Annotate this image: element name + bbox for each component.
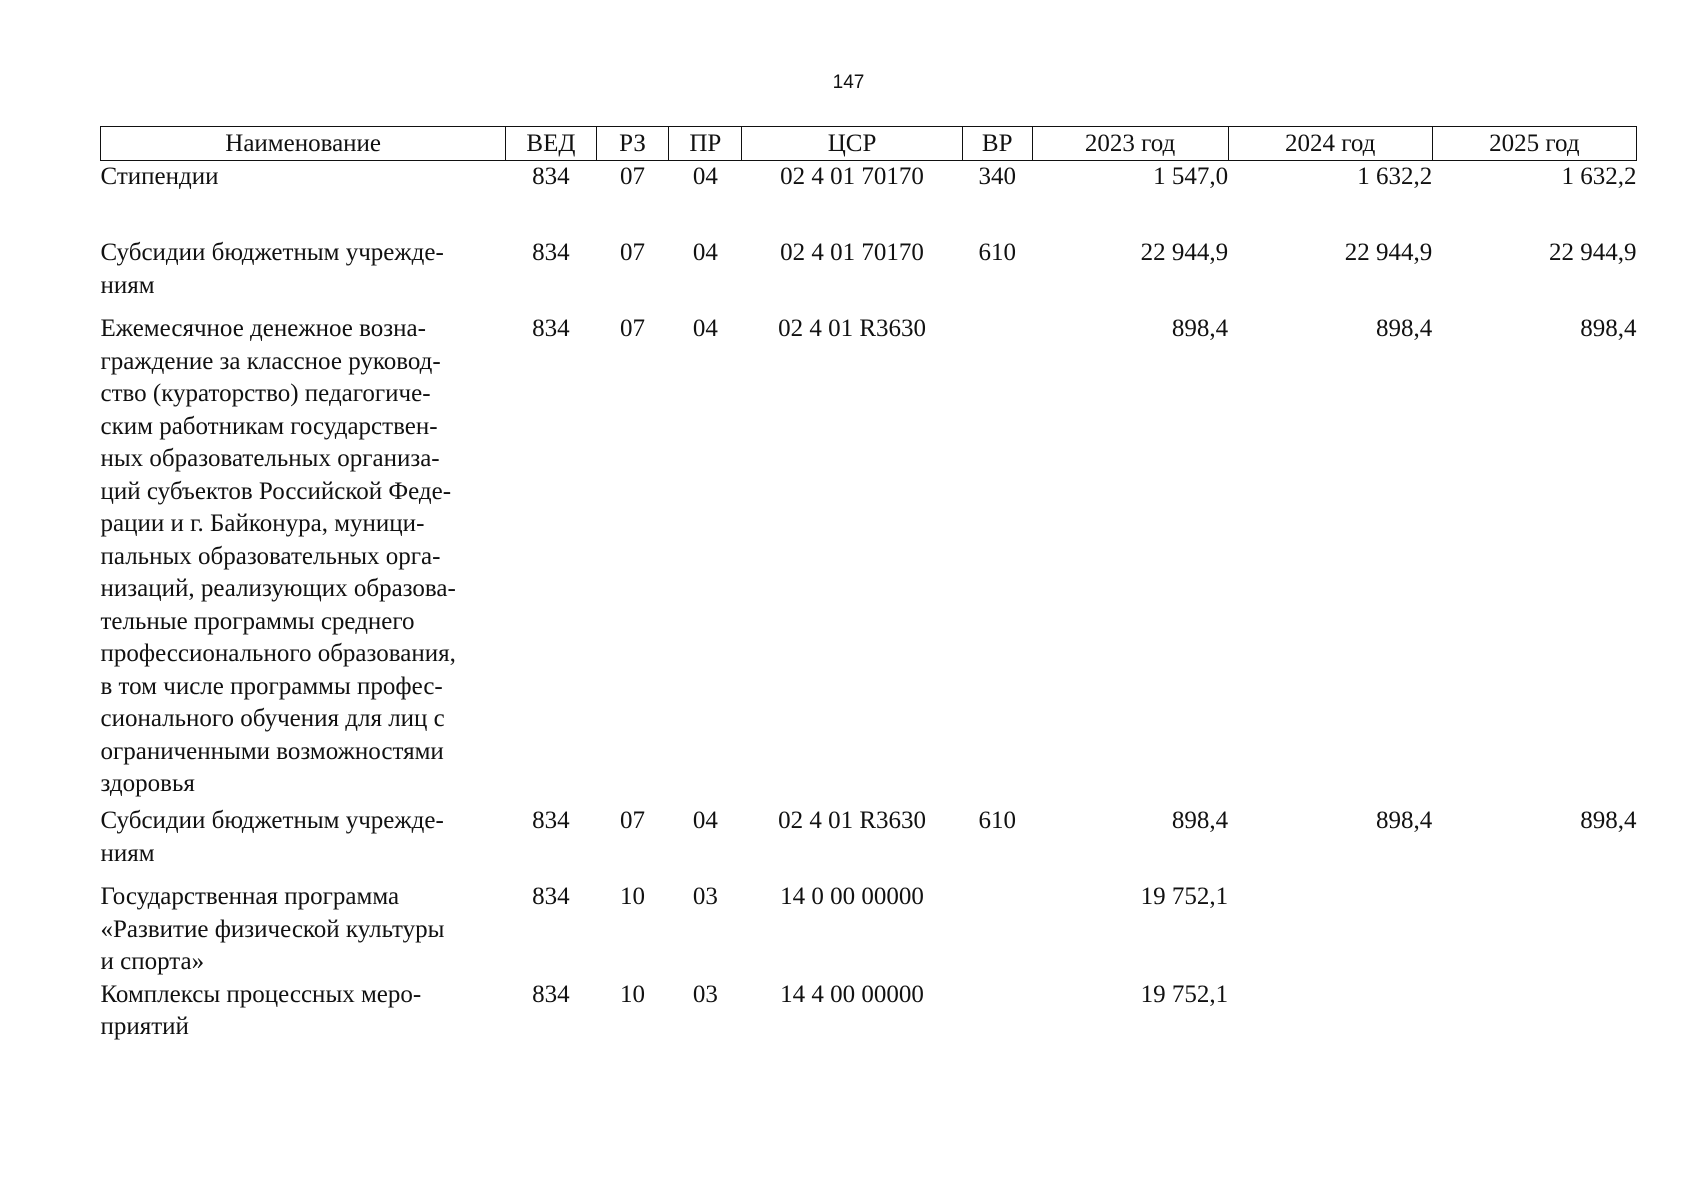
header-name: Наименование xyxy=(101,127,506,161)
table-row xyxy=(101,161,1637,238)
cell-ved: 834 xyxy=(532,239,570,266)
cell-2023: 898,4 xyxy=(1171,315,1229,342)
cell-ved: 834 xyxy=(532,163,570,190)
cell-2024 xyxy=(1228,979,1432,1049)
cell-name: Государственная программа «Развитие физической культуры и спорта» xyxy=(100,883,445,975)
cell-2025 xyxy=(1432,881,1636,979)
cell-rz: 07 xyxy=(619,807,645,834)
cell-rz: 10 xyxy=(619,980,645,1008)
cell-2024 xyxy=(1228,881,1432,979)
cell-pr: 04 xyxy=(692,807,718,834)
header-ved: ВЕД xyxy=(506,127,596,161)
table-header-row xyxy=(101,127,1637,161)
cell-vr xyxy=(962,313,1032,805)
table-row xyxy=(101,237,1637,313)
cell-rz: 07 xyxy=(619,163,645,190)
cell-2023: 1 547,0 xyxy=(1153,163,1229,190)
cell-name: Субсидии бюджетным учрежде- ниям xyxy=(100,239,444,299)
cell-csr: 02 4 01 R3630 xyxy=(778,807,927,834)
cell-csr: 14 4 00 00000 xyxy=(780,980,924,1008)
cell-2025: 22 944,9 xyxy=(1549,239,1637,266)
cell-pr: 04 xyxy=(692,239,718,266)
cell-pr: 03 xyxy=(692,883,718,910)
header-2023: 2023 год xyxy=(1032,127,1228,161)
header-2025: 2025 год xyxy=(1432,127,1636,161)
cell-name: Стипендии xyxy=(100,163,219,190)
cell-rz: 07 xyxy=(619,315,645,342)
cell-ved: 834 xyxy=(532,883,570,910)
header-rz: РЗ xyxy=(596,127,669,161)
cell-2025: 1 632,2 xyxy=(1561,163,1637,190)
cell-csr: 02 4 01 70170 xyxy=(780,163,924,190)
cell-2024: 898,4 xyxy=(1376,315,1433,342)
cell-2023: 22 944,9 xyxy=(1140,239,1229,266)
budget-table xyxy=(100,126,1637,1049)
cell-2025: 898,4 xyxy=(1580,807,1637,834)
cell-2023: 19 752,1 xyxy=(1140,883,1229,910)
header-pr: ПР xyxy=(669,127,742,161)
cell-vr: 610 xyxy=(978,807,1016,834)
cell-ved: 834 xyxy=(532,980,570,1008)
header-2024: 2024 год xyxy=(1228,127,1432,161)
cell-vr: 340 xyxy=(978,163,1016,190)
cell-csr: 02 4 01 70170 xyxy=(780,239,924,266)
table-row xyxy=(101,881,1637,979)
cell-vr xyxy=(962,979,1032,1049)
cell-2025 xyxy=(1432,979,1636,1049)
cell-2024: 1 632,2 xyxy=(1357,163,1433,190)
cell-name: Ежемесячное денежное возна- граждение за классное руковод- ство (кураторство) педагогиче- ским работникам государствен- ных образовательных организа- ций субъектов Российской Феде- рации и г. Байконура, муници- пальных образовательных орга- низаций, реализующих образова- тельные программы среднего профессионального образования, в том числе программы профес- сионального обучения для лиц с ограниченными возможностями здоровья xyxy=(100,315,456,797)
cell-pr: 03 xyxy=(692,980,718,1008)
table-row xyxy=(101,313,1637,805)
cell-csr: 02 4 01 R3630 xyxy=(778,315,927,342)
cell-2024: 22 944,9 xyxy=(1344,239,1433,266)
header-csr: ЦСР xyxy=(742,127,963,161)
cell-2024: 898,4 xyxy=(1376,807,1433,834)
cell-rz: 10 xyxy=(619,883,645,910)
cell-rz: 07 xyxy=(619,239,645,266)
cell-csr: 14 0 00 00000 xyxy=(780,883,924,910)
cell-2025: 898,4 xyxy=(1580,315,1637,342)
header-vr: ВР xyxy=(962,127,1032,161)
cell-name: Комплексы процессных меро- приятий xyxy=(100,980,422,1040)
cell-vr: 610 xyxy=(978,239,1016,266)
table-row xyxy=(101,979,1637,1049)
cell-2023: 19 752,1 xyxy=(1140,980,1229,1008)
cell-pr: 04 xyxy=(692,315,718,342)
cell-vr xyxy=(962,881,1032,979)
table-row xyxy=(101,805,1637,881)
cell-2023: 898,4 xyxy=(1171,807,1229,834)
cell-ved: 834 xyxy=(532,807,570,834)
cell-pr: 04 xyxy=(692,163,718,190)
cell-ved: 834 xyxy=(532,315,570,342)
page-number: 147 xyxy=(832,72,865,93)
cell-name: Субсидии бюджетным учрежде- ниям xyxy=(100,807,444,867)
